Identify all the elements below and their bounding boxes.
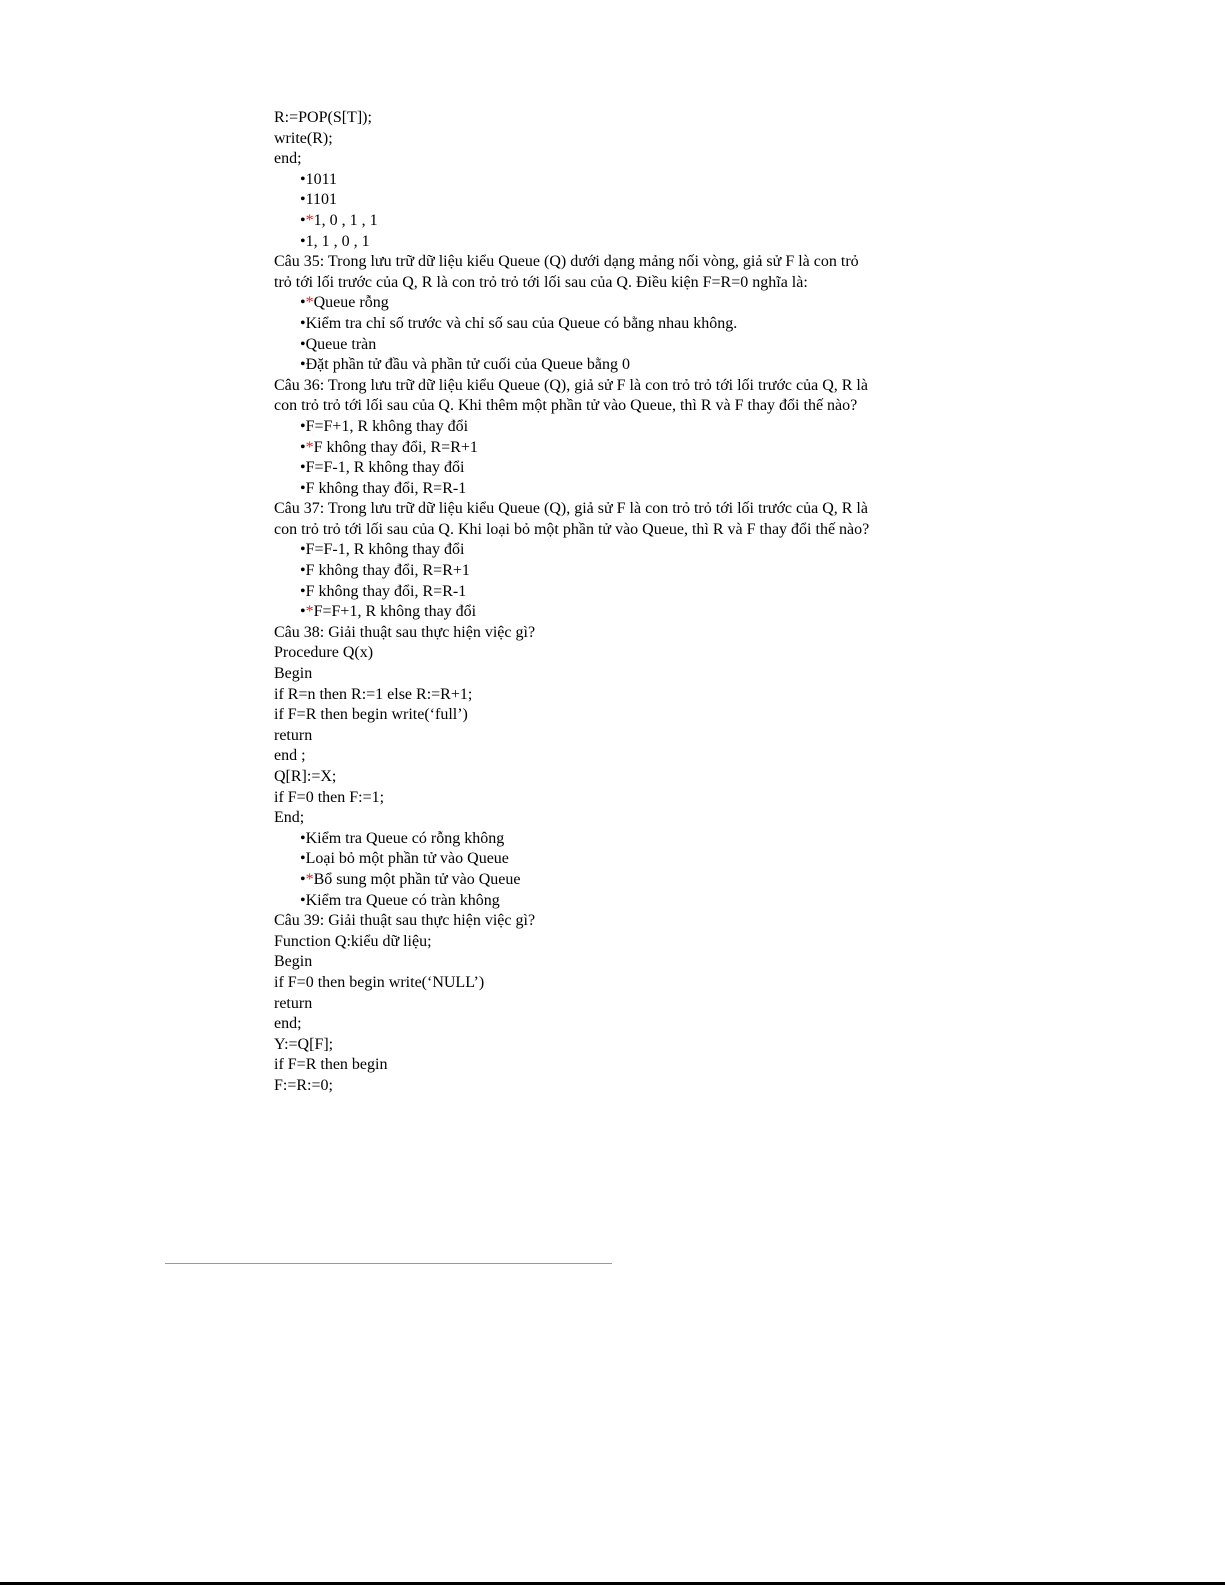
- correct-answer-marker: *: [305, 294, 314, 312]
- code-line: Begin: [274, 953, 313, 971]
- question-line: Câu 35: Trong lưu trữ dữ liệu kiểu Queue (Q) dưới dạng mảng nối vòng, giả sử F là con trỏ: [274, 253, 859, 271]
- code-line: end;: [274, 150, 302, 168]
- answer-options: [274, 417, 974, 499]
- answer-option: [274, 355, 974, 376]
- code-line: Procedure Q(x): [274, 644, 374, 662]
- code-line: write(R);: [274, 129, 333, 147]
- code-line: End;: [274, 809, 305, 827]
- bullet-icon: •: [300, 191, 306, 209]
- code-line: end;: [274, 1015, 302, 1033]
- answer-option-text: F=F+1, R không thay đổi: [313, 603, 477, 621]
- answer-option: [274, 293, 974, 314]
- answer-option-text: F=F+1, R không thay đổi: [305, 417, 469, 435]
- bullet-icon: •: [300, 170, 306, 188]
- code-line: Function Q:kiểu dữ liệu;: [274, 932, 432, 950]
- bullet-icon: •: [300, 541, 306, 559]
- answer-option: [274, 602, 974, 623]
- question-line: con trỏ trỏ tới lối sau của Q. Khi thêm một phần tử vào Queue, thì R và F thay đổi thế nào?: [274, 397, 858, 415]
- correct-answer-marker: *: [305, 211, 314, 229]
- answer-option: [274, 849, 974, 870]
- answer-option-text: 1, 0 , 1 , 1: [313, 211, 378, 229]
- question-line: Câu 37: Trong lưu trữ dữ liệu kiểu Queue (Q), giả sử F là con trỏ trỏ tới lối trước của Q, R là: [274, 500, 868, 518]
- answer-option-text: Kiểm tra chỉ số trước và chỉ số sau của Queue có bằng nhau không.: [305, 314, 738, 332]
- question-line: Câu 36: Trong lưu trữ dữ liệu kiểu Queue (Q), giả sử F là con trỏ trỏ tới lối trước của Q, R là: [274, 376, 868, 394]
- code-line: Y:=Q[F];: [274, 1035, 334, 1053]
- answer-option-text: 1, 1 , 0 , 1: [305, 232, 370, 250]
- code-line: end ;: [274, 747, 306, 765]
- bullet-icon: •: [300, 870, 306, 888]
- bullet-icon: •: [300, 211, 306, 229]
- bullet-icon: •: [300, 417, 306, 435]
- answer-option: [274, 211, 974, 232]
- bullet-icon: •: [300, 562, 306, 580]
- answer-option-text: Loại bỏ một phần tử vào Queue: [305, 850, 509, 868]
- question-text: [274, 623, 974, 644]
- answer-option: [274, 170, 974, 191]
- bullet-icon: •: [300, 459, 306, 477]
- answer-option-text: F không thay đổi, R=R-1: [305, 479, 467, 497]
- code-line: return: [274, 726, 313, 744]
- answer-options: [274, 293, 974, 375]
- answer-option-text: Bổ sung một phần tử vào Queue: [313, 870, 521, 888]
- bullet-icon: •: [300, 582, 306, 600]
- question-text: [274, 911, 974, 932]
- code-line: if F=R then begin: [274, 1056, 388, 1074]
- bullet-icon: •: [300, 850, 306, 868]
- document-page: [274, 108, 974, 1097]
- answer-option-text: Queue rỗng: [313, 294, 389, 312]
- code-line: Q[R]:=X;: [274, 768, 337, 785]
- code-line: return: [274, 994, 313, 1012]
- code-line: if R=n then R:=1 else R:=R+1;: [274, 685, 473, 703]
- question-line: trỏ tới lối trước của Q, R là con trỏ trỏ tới lối sau của Q. Điều kiện F=R=0 nghĩa là:: [274, 273, 808, 291]
- bullet-icon: •: [300, 479, 306, 497]
- question-text: [274, 376, 974, 417]
- answer-option: [274, 829, 974, 850]
- code-line: if F=R then begin write(‘full’): [274, 706, 468, 724]
- answer-option: [274, 479, 974, 500]
- answer-option: [274, 438, 974, 459]
- answer-option: [274, 190, 974, 211]
- correct-answer-marker: *: [305, 870, 314, 888]
- answer-option-text: F không thay đổi, R=R+1: [313, 438, 478, 456]
- answer-option-text: 1101: [305, 191, 338, 209]
- answer-option: [274, 582, 974, 603]
- answer-option: [274, 458, 974, 479]
- bullet-icon: •: [300, 232, 306, 250]
- question-line: con trỏ trỏ tới lối sau của Q. Khi loại bỏ một phần tử vào Queue, thì R và F thay đổi thế nào?: [274, 520, 870, 538]
- bullet-icon: •: [300, 603, 306, 621]
- answer-option: [274, 561, 974, 582]
- question-line: Câu 38: Giải thuật sau thực hiện việc gì?: [274, 623, 536, 641]
- code-line: F:=R:=0;: [274, 1076, 333, 1094]
- answer-option: [274, 232, 974, 253]
- answer-option-text: F=F-1, R không thay đổi: [305, 541, 465, 559]
- answer-option-text: 1011: [305, 170, 338, 188]
- answer-options: [274, 829, 974, 911]
- code-line: if F=0 then F:=1;: [274, 788, 385, 806]
- bullet-icon: •: [300, 356, 306, 374]
- answer-option: [274, 870, 974, 891]
- question-text: [274, 252, 974, 293]
- bullet-icon: •: [300, 829, 306, 847]
- answer-option: [274, 540, 974, 561]
- code-block: [274, 932, 974, 1097]
- answer-options: [274, 540, 974, 622]
- code-block: [274, 643, 974, 828]
- answer-option-text: F không thay đổi, R=R+1: [305, 562, 470, 580]
- correct-answer-marker: *: [305, 603, 314, 621]
- answer-option-text: F không thay đổi, R=R-1: [305, 582, 467, 600]
- code-line: R:=POP(S[T]);: [274, 109, 372, 126]
- answer-options: [274, 170, 974, 252]
- bullet-icon: •: [300, 314, 306, 332]
- question-line: Câu 39: Giải thuật sau thực hiện việc gì?: [274, 912, 536, 930]
- correct-answer-marker: *: [305, 438, 314, 456]
- answer-option: [274, 891, 974, 912]
- answer-option: [274, 417, 974, 438]
- code-line: if F=0 then begin write(‘NULL’): [274, 973, 485, 991]
- bullet-icon: •: [300, 335, 306, 353]
- code-block: [274, 108, 974, 170]
- footnote-separator: [165, 1263, 612, 1264]
- answer-option: [274, 314, 974, 335]
- answer-option: [274, 335, 974, 356]
- bullet-icon: •: [300, 294, 306, 312]
- answer-option-text: Queue tràn: [305, 335, 377, 353]
- answer-option-text: Kiểm tra Queue có tràn không: [305, 891, 500, 909]
- bullet-icon: •: [300, 891, 306, 909]
- answer-option-text: Kiểm tra Queue có rỗng không: [305, 829, 505, 847]
- answer-option-text: Đặt phần tử đầu và phần tử cuối của Queue bằng 0: [305, 356, 630, 374]
- answer-option-text: F=F-1, R không thay đổi: [305, 459, 465, 477]
- code-line: Begin: [274, 665, 313, 683]
- question-text: [274, 499, 974, 540]
- bullet-icon: •: [300, 438, 306, 456]
